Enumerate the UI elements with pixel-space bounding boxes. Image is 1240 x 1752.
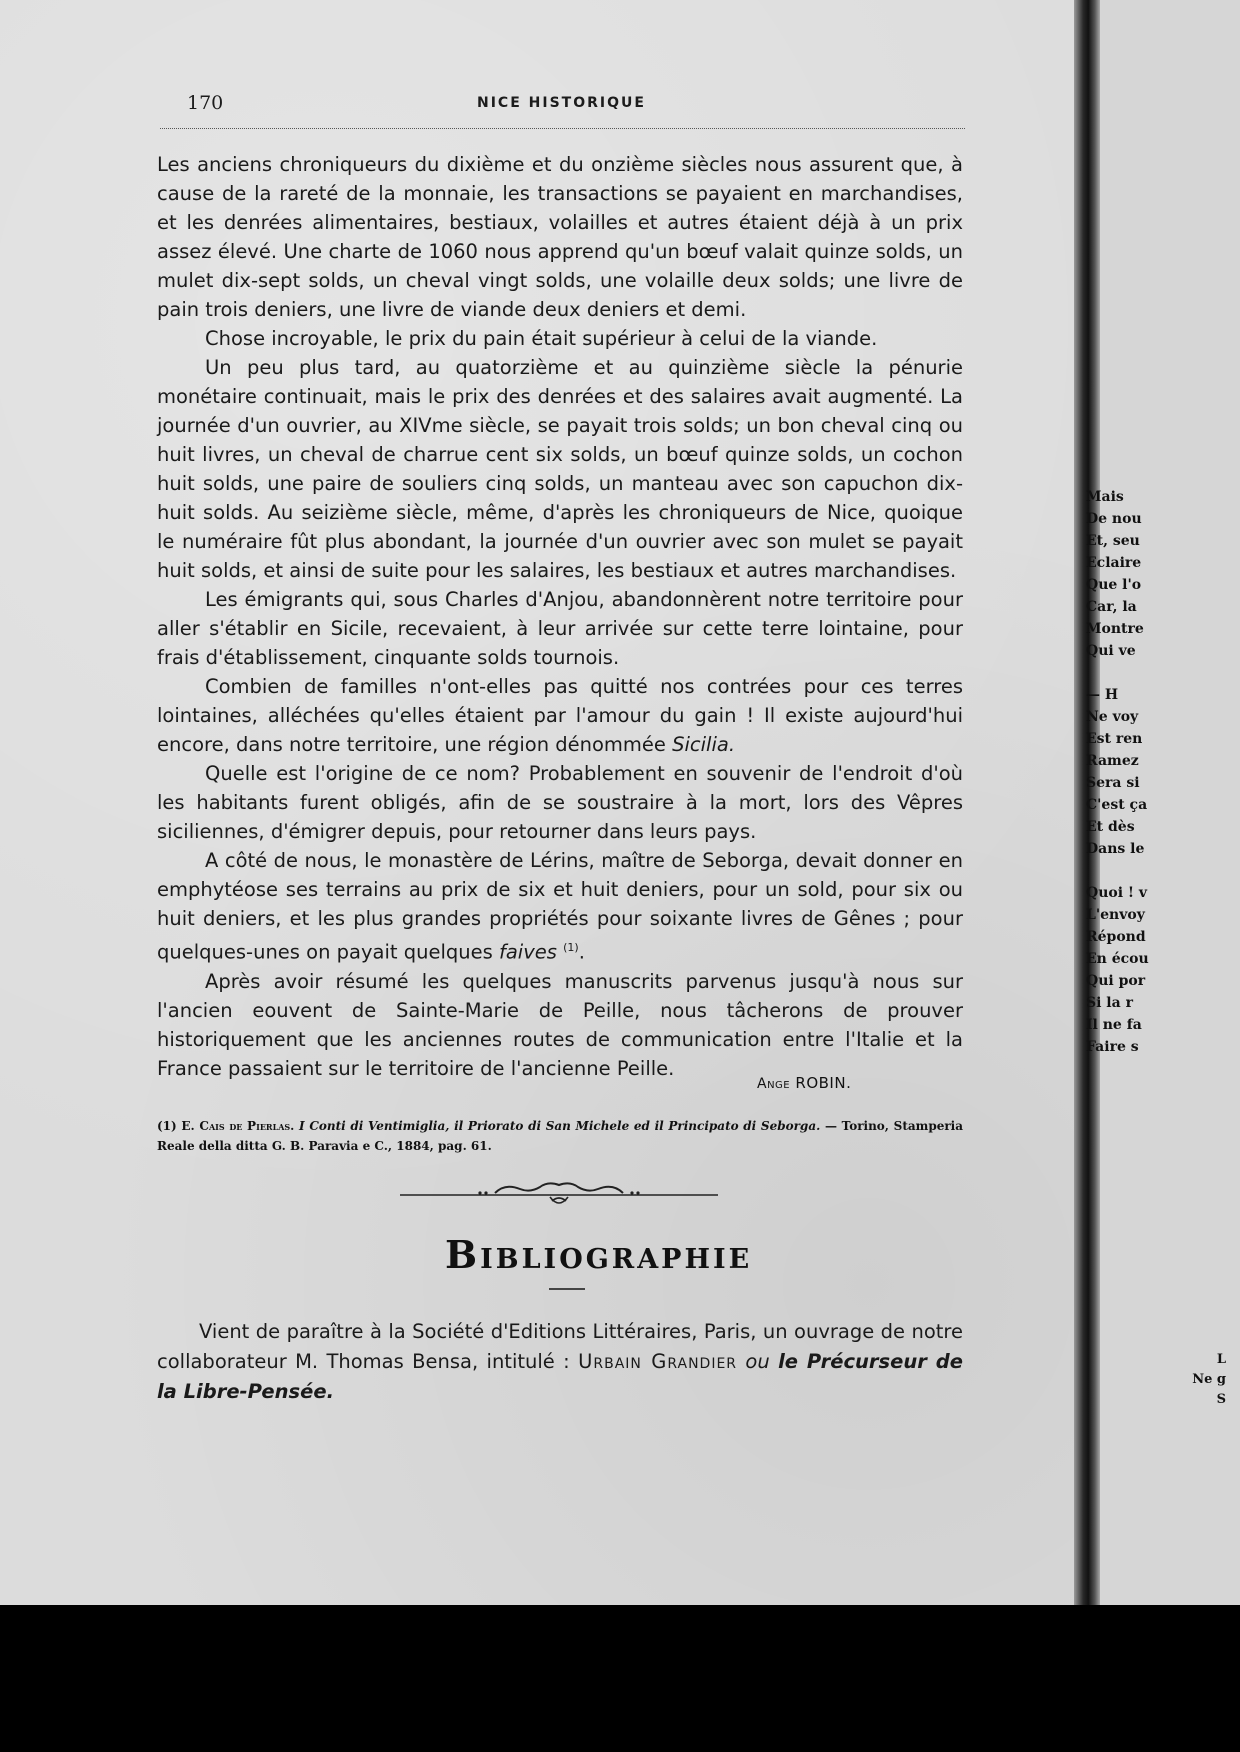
paragraph-text: A côté de nous, le monastère de Lérins, maître de Seborga, devait donner en emphytéose ses terrains au prix de six et huit deniers, pour un sold, pour six ou huit deniers, et les plus grandes propriétés pour soixante livres de Gênes ; pour quelques-unes on payait quelques bbox=[157, 849, 963, 964]
paragraph: Les anciens chroniqueurs du dixième et du onzième siècles nous assurent que, à cause de la rareté de la monnaie, les transactions se payaient en marchandises, et les denrées alimentaires, bestiaux, volailles et autres étaient déjà à un prix assez élevé. Une charte de 1060 nous apprend qu'un bœuf valait quinze solds, un mulet dix-sept solds, un cheval vingt solds, une volaille deux solds; une livre de pain trois deniers, une livre de viande deux deniers et demi. bbox=[157, 153, 963, 321]
region-name: Sicilia. bbox=[672, 733, 736, 756]
author-signature bbox=[757, 1074, 851, 1092]
facing-line: Qui por bbox=[1086, 973, 1146, 989]
paragraph: Après avoir résumé les quelques manuscrits parvenus jusqu'à nous sur l'ancien eouvent de Sainte-Marie de Peille, nous tâcherons de prouver historiquement que les anciennes routes de communication entre l'Italie et la France passaient sur le territoire de l'ancienne Peille. bbox=[157, 969, 963, 1080]
facing-line: Ne voy bbox=[1086, 709, 1139, 725]
book-title: Urbain Grandier bbox=[578, 1350, 738, 1373]
footnote-title: I Conti di Ventimiglia, il Priorato di San Michele ed il Principato di Seborga. bbox=[299, 1119, 821, 1133]
page-header bbox=[187, 92, 965, 120]
facing-page-bottom bbox=[1190, 1350, 1226, 1410]
stanza-gap bbox=[1086, 662, 1149, 684]
facing-line: Répond bbox=[1086, 929, 1146, 945]
facing-line: Sera si bbox=[1086, 775, 1140, 791]
term-faives: faives bbox=[498, 940, 557, 964]
section-title-initial: B bbox=[445, 1232, 481, 1277]
facing-line: Et, seu bbox=[1086, 533, 1140, 549]
facing-line: Mais bbox=[1086, 489, 1124, 505]
facing-line: Qui ve bbox=[1086, 643, 1136, 659]
facing-line: — H bbox=[1086, 687, 1119, 703]
page-number: 170 bbox=[187, 92, 224, 114]
facing-line: Que l'o bbox=[1086, 577, 1142, 593]
header-rule bbox=[160, 128, 965, 129]
stanza-gap bbox=[1086, 860, 1149, 882]
facing-line: L'envoy bbox=[1086, 907, 1145, 923]
facing-bottom-line: Ne g bbox=[1192, 1372, 1226, 1387]
facing-page-text bbox=[1086, 486, 1149, 1058]
facing-line: Si la r bbox=[1086, 995, 1133, 1011]
bibliography-intro: Vient de paraître à la Société d'Editions Littéraires, Paris, un ouvrage de notre collaborateur M. Thomas Bensa, intitulé : bbox=[157, 1320, 963, 1373]
footnote bbox=[157, 1116, 963, 1156]
paragraph: Quelle est l'origine de ce nom? Probablement en souvenir de l'endroit d'où les habitants furent obligés, afin de se soustraire à la mort, lors des Vêpres siciliennes, d'émigrer depuis, pour retourner dans leurs pays. bbox=[157, 762, 963, 843]
facing-page bbox=[1086, 0, 1240, 1605]
facing-line: Et dès bbox=[1086, 819, 1135, 835]
running-title: NICE HISTORIQUE bbox=[477, 95, 646, 111]
facing-line: Faire s bbox=[1086, 1039, 1139, 1055]
signature-first-name: Ange bbox=[757, 1076, 791, 1092]
footnote-publication: — Torino, Stamperia Reale della ditta G. B. Paravia e C., 1884, pag. 61. bbox=[157, 1119, 964, 1153]
facing-line: En écou bbox=[1086, 951, 1149, 967]
signature-last-name: ROBIN. bbox=[795, 1074, 852, 1092]
footnote-marker: (1) bbox=[157, 1119, 177, 1133]
article-body bbox=[157, 150, 963, 1083]
facing-line: Car, la bbox=[1086, 599, 1137, 615]
paragraph-text: Combien de familles n'ont-elles pas quitté nos contrées pour ces terres lointaines, alléchées qu'elles étaient par l'amour du gain ! Il existe aujourd'hui encore, dans notre territoire, une région dénommée bbox=[157, 675, 963, 756]
facing-bottom-line: S bbox=[1216, 1392, 1226, 1407]
paragraph bbox=[157, 672, 963, 759]
footnote-author: E. Cais de Pierlas. bbox=[181, 1119, 295, 1133]
footnote-reference: (1) bbox=[563, 941, 579, 954]
bibliography-paragraph bbox=[157, 1317, 963, 1407]
facing-line: Il ne fa bbox=[1086, 1017, 1142, 1033]
ornament-divider bbox=[400, 1175, 718, 1207]
facing-line: Est ren bbox=[1086, 731, 1143, 747]
bibliography-entry bbox=[157, 1317, 963, 1407]
section-title-rest: IBLIOGRAPHIE bbox=[480, 1244, 753, 1275]
period: . bbox=[578, 940, 585, 964]
facing-line: De nou bbox=[1086, 511, 1142, 527]
book-subtitle: le Précurseur de la Libre-Pensée. bbox=[157, 1350, 963, 1403]
facing-bottom-line: L bbox=[1216, 1352, 1226, 1367]
facing-line: Ramez bbox=[1086, 753, 1139, 769]
facing-line: Montre bbox=[1086, 621, 1144, 637]
paragraph: Les émigrants qui, sous Charles d'Anjou, abandonnèrent notre territoire pour aller s'établir en Sicile, recevaient, à leur arrivée sur cette terre lointaine, pour frais d'établissement, cinquante solds tournois. bbox=[157, 588, 963, 669]
paragraph: Un peu plus tard, au quatorzième et au quinzième siècle la pénurie monétaire continuait, mais le prix des denrées et des salaires avait augmenté. La journée d'un ouvrier, au XIVme siècle, se payait trois solds; un bon cheval cinq ou huit livres, un cheval de charrue cent six solds, un bœuf quinze solds, un cochon huit solds, une paire de souliers cinq solds, un manteau avec son capuchon dix-huit solds. Au seizième siècle, même, d'après les chroniqueurs de Nice, quoique le numéraire fût plus abondant, la journée d'un ouvrier avec son mulet se payait huit solds, et ainsi de suite pour les salaires, les bestiaux et autres marchandises. bbox=[157, 356, 963, 582]
facing-line: Eclaire bbox=[1086, 555, 1142, 571]
section-title bbox=[445, 1232, 753, 1277]
facing-line: Dans le bbox=[1086, 841, 1145, 857]
title-rule bbox=[549, 1288, 585, 1290]
facing-line: Quoi ! v bbox=[1086, 885, 1148, 901]
paragraph bbox=[157, 846, 963, 967]
paragraph: Chose incroyable, le prix du pain était supérieur à celui de la viande. bbox=[205, 327, 878, 350]
facing-line: C'est ça bbox=[1086, 797, 1148, 813]
title-connector: ou bbox=[745, 1350, 770, 1373]
